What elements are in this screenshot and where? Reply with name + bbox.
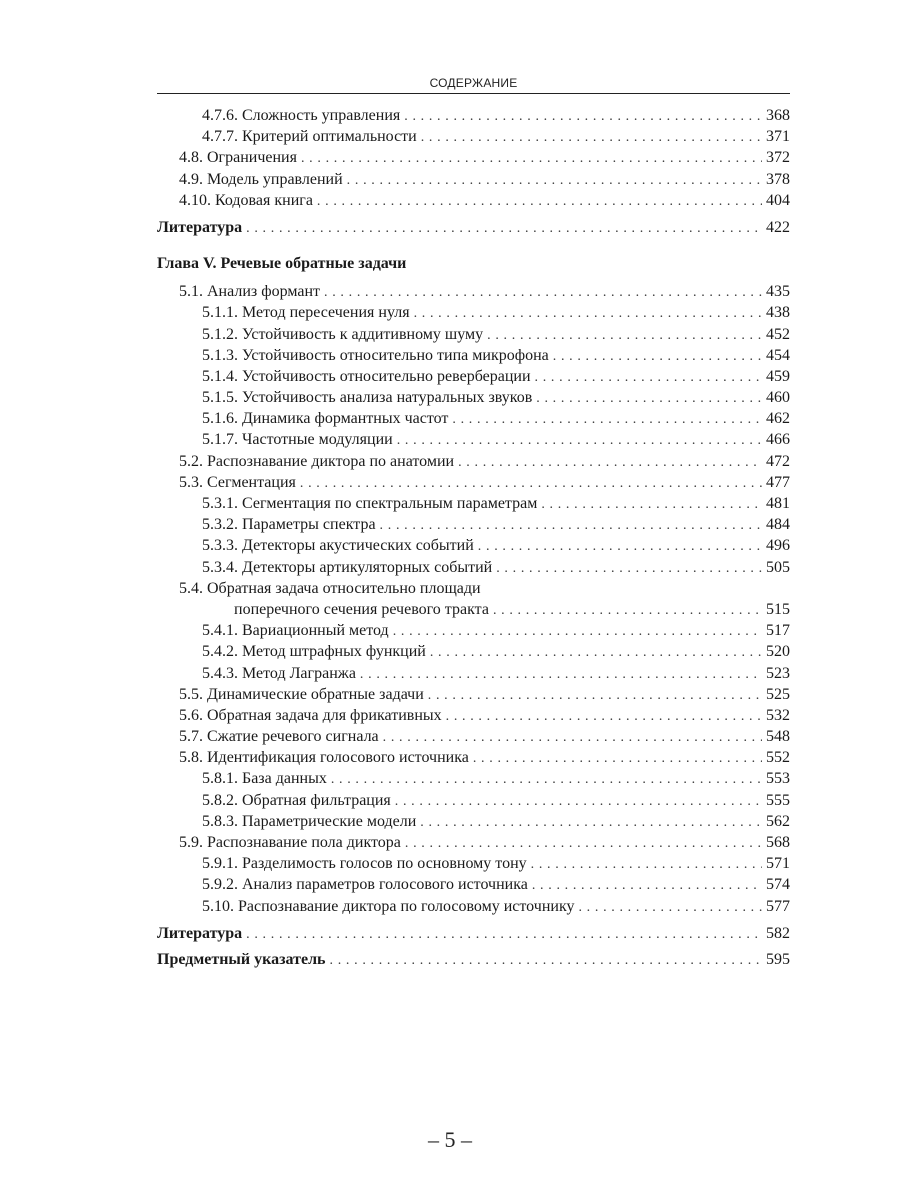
dot-leader — [420, 812, 762, 833]
page-number: – 5 – — [428, 1127, 472, 1152]
toc-entry-title: 5.3.2. Параметры спектра — [202, 516, 376, 534]
toc-entry[interactable] — [157, 811, 790, 832]
toc-entry-page: 368 — [766, 107, 790, 124]
dot-leader — [360, 664, 762, 685]
dot-leader — [380, 515, 762, 536]
toc-entry-title: 5.4.3. Метод Лагранжа — [202, 664, 356, 682]
toc-entry-page: 462 — [766, 410, 790, 428]
toc-entry[interactable] — [157, 366, 790, 387]
toc-entry[interactable] — [157, 429, 790, 450]
toc-entry-title: 5.1. Анализ формант — [179, 283, 321, 301]
dot-leader — [397, 430, 762, 451]
toc-entry-title-line2: поперечного сечения речевого тракта — [234, 600, 489, 618]
toc-entry[interactable] — [157, 514, 790, 535]
dot-leader — [553, 346, 762, 367]
toc-entry[interactable] — [157, 620, 790, 641]
toc-entry-title: 5.1.4. Устойчивость относительно реверберации — [202, 367, 531, 385]
toc-entry-page: 562 — [766, 812, 790, 830]
toc-entry-page: 378 — [766, 170, 790, 188]
toc-entry-title: 5.1.3. Устойчивость относительно типа микрофона — [202, 346, 549, 364]
toc-entry[interactable] — [157, 147, 790, 168]
dot-leader — [578, 897, 762, 918]
dot-leader — [421, 127, 762, 148]
toc-entry-title: 5.1.7. Частотные модуляции — [202, 431, 393, 449]
dot-leader — [541, 494, 762, 515]
toc-entry-page: 520 — [766, 643, 790, 661]
toc-entry-title-line1: 5.4. Обратная задача относительно площади — [179, 579, 481, 597]
dot-leader — [301, 148, 762, 169]
toc-entry[interactable] — [157, 105, 790, 126]
dot-leader — [535, 367, 762, 388]
toc-entry-page: 553 — [766, 770, 790, 788]
toc-section-chapter-4-tail — [157, 105, 790, 211]
dot-leader — [404, 106, 762, 127]
dot-leader — [473, 748, 762, 769]
dot-leader — [496, 558, 762, 579]
toc-entry-page: 577 — [766, 897, 790, 915]
dot-leader — [458, 452, 762, 473]
toc-entry-title: 5.4.1. Вариационный метод — [202, 622, 389, 640]
dot-leader — [414, 303, 762, 324]
toc-entry[interactable] — [157, 408, 790, 429]
toc-entry-page: 532 — [766, 706, 790, 724]
dot-leader — [246, 924, 762, 945]
toc-entry-title: 4.10. Кодовая книга — [179, 191, 313, 209]
toc-entry[interactable] — [157, 324, 790, 345]
toc-section-chapter-5 — [157, 281, 790, 578]
toc-entry-title: 5.3.3. Детекторы акустических событий — [202, 537, 474, 555]
toc-entry[interactable] — [157, 345, 790, 366]
toc-entry[interactable] — [157, 302, 790, 323]
toc-entry-subject-index[interactable] — [157, 949, 790, 970]
header-rule — [157, 93, 790, 94]
toc-entry-page: 484 — [766, 516, 790, 534]
toc-entry[interactable] — [157, 790, 790, 811]
toc-entry-page: 371 — [766, 128, 790, 146]
toc-entry-title: 5.9.2. Анализ параметров голосового источника — [202, 876, 528, 894]
toc-entry-page: 555 — [766, 791, 790, 809]
toc-entry-5-4[interactable] — [157, 578, 790, 620]
dot-leader — [331, 769, 762, 790]
dot-leader — [478, 536, 762, 557]
toc-entry-title: 5.7. Сжатие речевого сигнала — [179, 728, 379, 746]
toc-entry-title: 5.8.3. Параметрические модели — [202, 812, 417, 830]
toc-entry-page: 517 — [766, 622, 790, 640]
toc-entry-title: 5.1.2. Устойчивость к аддитивному шуму — [202, 325, 484, 343]
toc-entry-title: Литература — [157, 924, 243, 942]
toc-entry-page: 454 — [766, 346, 790, 364]
toc-entry-page: 525 — [766, 685, 790, 703]
toc-entry-page: 372 — [766, 149, 790, 167]
toc-entry-page: 438 — [766, 304, 790, 322]
toc-entry-page: 472 — [766, 452, 790, 470]
toc-entry[interactable] — [157, 281, 790, 302]
dot-leader — [452, 409, 762, 430]
dot-leader — [300, 473, 762, 494]
toc-entry-title: 5.2. Распознавание диктора по анатомии — [179, 452, 455, 470]
toc-entry-5-4-line2 — [157, 599, 790, 620]
toc-entry[interactable] — [157, 190, 790, 211]
toc-entry-title: Литература — [157, 218, 243, 236]
toc-entry-page: 452 — [766, 325, 790, 343]
dot-leader — [428, 685, 762, 706]
toc-entry-title: 4.8. Ограничения — [179, 149, 297, 167]
toc-entry-title: 5.6. Обратная задача для фрикативных — [179, 706, 442, 724]
toc-entry-page: 523 — [766, 664, 790, 682]
toc-entry[interactable] — [157, 472, 790, 493]
toc-entry-title: 5.9.1. Разделимость голосов по основному тону — [202, 855, 527, 873]
toc-entry[interactable] — [157, 684, 790, 705]
toc-entry-page: 595 — [766, 950, 790, 968]
toc-entry-title: 4.7.7. Критерий оптимальности — [202, 128, 417, 146]
toc-entry[interactable] — [157, 493, 790, 514]
toc-entry-page: 435 — [766, 283, 790, 301]
toc-entry[interactable] — [157, 832, 790, 853]
dot-leader — [330, 950, 762, 971]
dot-leader — [395, 791, 762, 812]
toc-entry-literature-1[interactable] — [157, 217, 790, 238]
toc-entry[interactable] — [157, 535, 790, 556]
toc-entry[interactable] — [157, 387, 790, 408]
dot-leader — [324, 282, 762, 303]
toc-entry[interactable] — [157, 874, 790, 895]
toc-entry-page: 548 — [766, 728, 790, 746]
toc-entry[interactable] — [157, 853, 790, 874]
toc-entry-title: 4.7.6. Сложность управления — [202, 107, 401, 124]
toc-entry-title: 4.9. Модель управлений — [179, 170, 343, 188]
toc-section-chapter-5-cont — [157, 620, 790, 917]
toc-entry-page: 571 — [766, 855, 790, 873]
toc-entry-title: 5.8.1. База данных — [202, 770, 327, 788]
dot-leader — [430, 642, 762, 663]
toc-entry-title: 5.3.1. Сегментация по спектральным параметрам — [202, 495, 538, 512]
toc-entry-title: 5.5. Динамические обратные задачи — [179, 685, 424, 703]
toc-entry-title: 5.3. Сегментация — [179, 473, 296, 491]
toc-entry-title: 5.9. Распознавание пола диктора — [179, 834, 401, 851]
dot-leader — [487, 325, 762, 346]
toc-entry-page: 459 — [766, 367, 790, 385]
dot-leader — [446, 706, 762, 727]
toc-entry[interactable] — [157, 747, 790, 768]
dot-leader — [347, 170, 762, 191]
toc-entry-title: Предметный указатель — [157, 950, 326, 968]
toc-entry-title: 5.1.5. Устойчивость анализа натуральных звуков — [202, 389, 533, 407]
toc-entry[interactable] — [157, 705, 790, 726]
toc-entry-page: 477 — [766, 473, 790, 491]
toc-entry-page: 582 — [766, 924, 790, 942]
toc-entry[interactable] — [157, 896, 790, 917]
chapter-title: Глава V. Речевые обратные задачи — [157, 255, 407, 273]
toc-entry-page: 460 — [766, 389, 790, 407]
dot-leader — [493, 600, 762, 621]
toc-entry-title: 5.1.6. Динамика формантных частот — [202, 410, 449, 428]
toc-entry-page: 496 — [766, 537, 790, 555]
toc-entry[interactable] — [157, 557, 790, 578]
dot-leader — [536, 388, 762, 409]
toc-entry-title: 5.10. Распознавание диктора по голосовому источнику — [202, 897, 575, 915]
dot-leader — [532, 875, 762, 896]
table-of-contents — [157, 105, 790, 970]
dot-leader — [383, 727, 762, 748]
toc-entry-page: 404 — [766, 191, 790, 209]
dot-leader — [531, 854, 762, 875]
dot-leader — [317, 191, 762, 212]
toc-entry-page: 466 — [766, 431, 790, 449]
toc-entry[interactable] — [157, 126, 790, 147]
dot-leader — [246, 218, 762, 239]
toc-entry[interactable] — [157, 768, 790, 789]
toc-entry-title: 5.8. Идентификация голосового источника — [179, 749, 469, 767]
toc-entry[interactable] — [157, 726, 790, 747]
toc-entry[interactable] — [157, 169, 790, 190]
toc-entry[interactable] — [157, 451, 790, 472]
toc-entry-page: 568 — [766, 834, 790, 851]
toc-entry-page: 481 — [766, 495, 790, 512]
dot-leader — [405, 833, 762, 854]
toc-entry-page: 422 — [766, 218, 790, 236]
toc-entry-title: 5.4.2. Метод штрафных функций — [202, 643, 426, 661]
toc-entry-page: 552 — [766, 749, 790, 767]
dot-leader — [393, 621, 762, 642]
toc-entry-title: 5.1.1. Метод пересечения нуля — [202, 304, 410, 322]
toc-entry-page: 515 — [766, 600, 790, 618]
toc-entry[interactable] — [157, 641, 790, 662]
toc-entry-title: 5.3.4. Детекторы артикуляторных событий — [202, 558, 493, 576]
toc-entry-literature-2[interactable] — [157, 923, 790, 944]
toc-entry[interactable] — [157, 663, 790, 684]
toc-entry-page: 574 — [766, 876, 790, 894]
running-head: СОДЕРЖАНИЕ — [429, 76, 518, 90]
toc-entry-page: 505 — [766, 558, 790, 576]
toc-entry-title: 5.8.2. Обратная фильтрация — [202, 791, 391, 809]
